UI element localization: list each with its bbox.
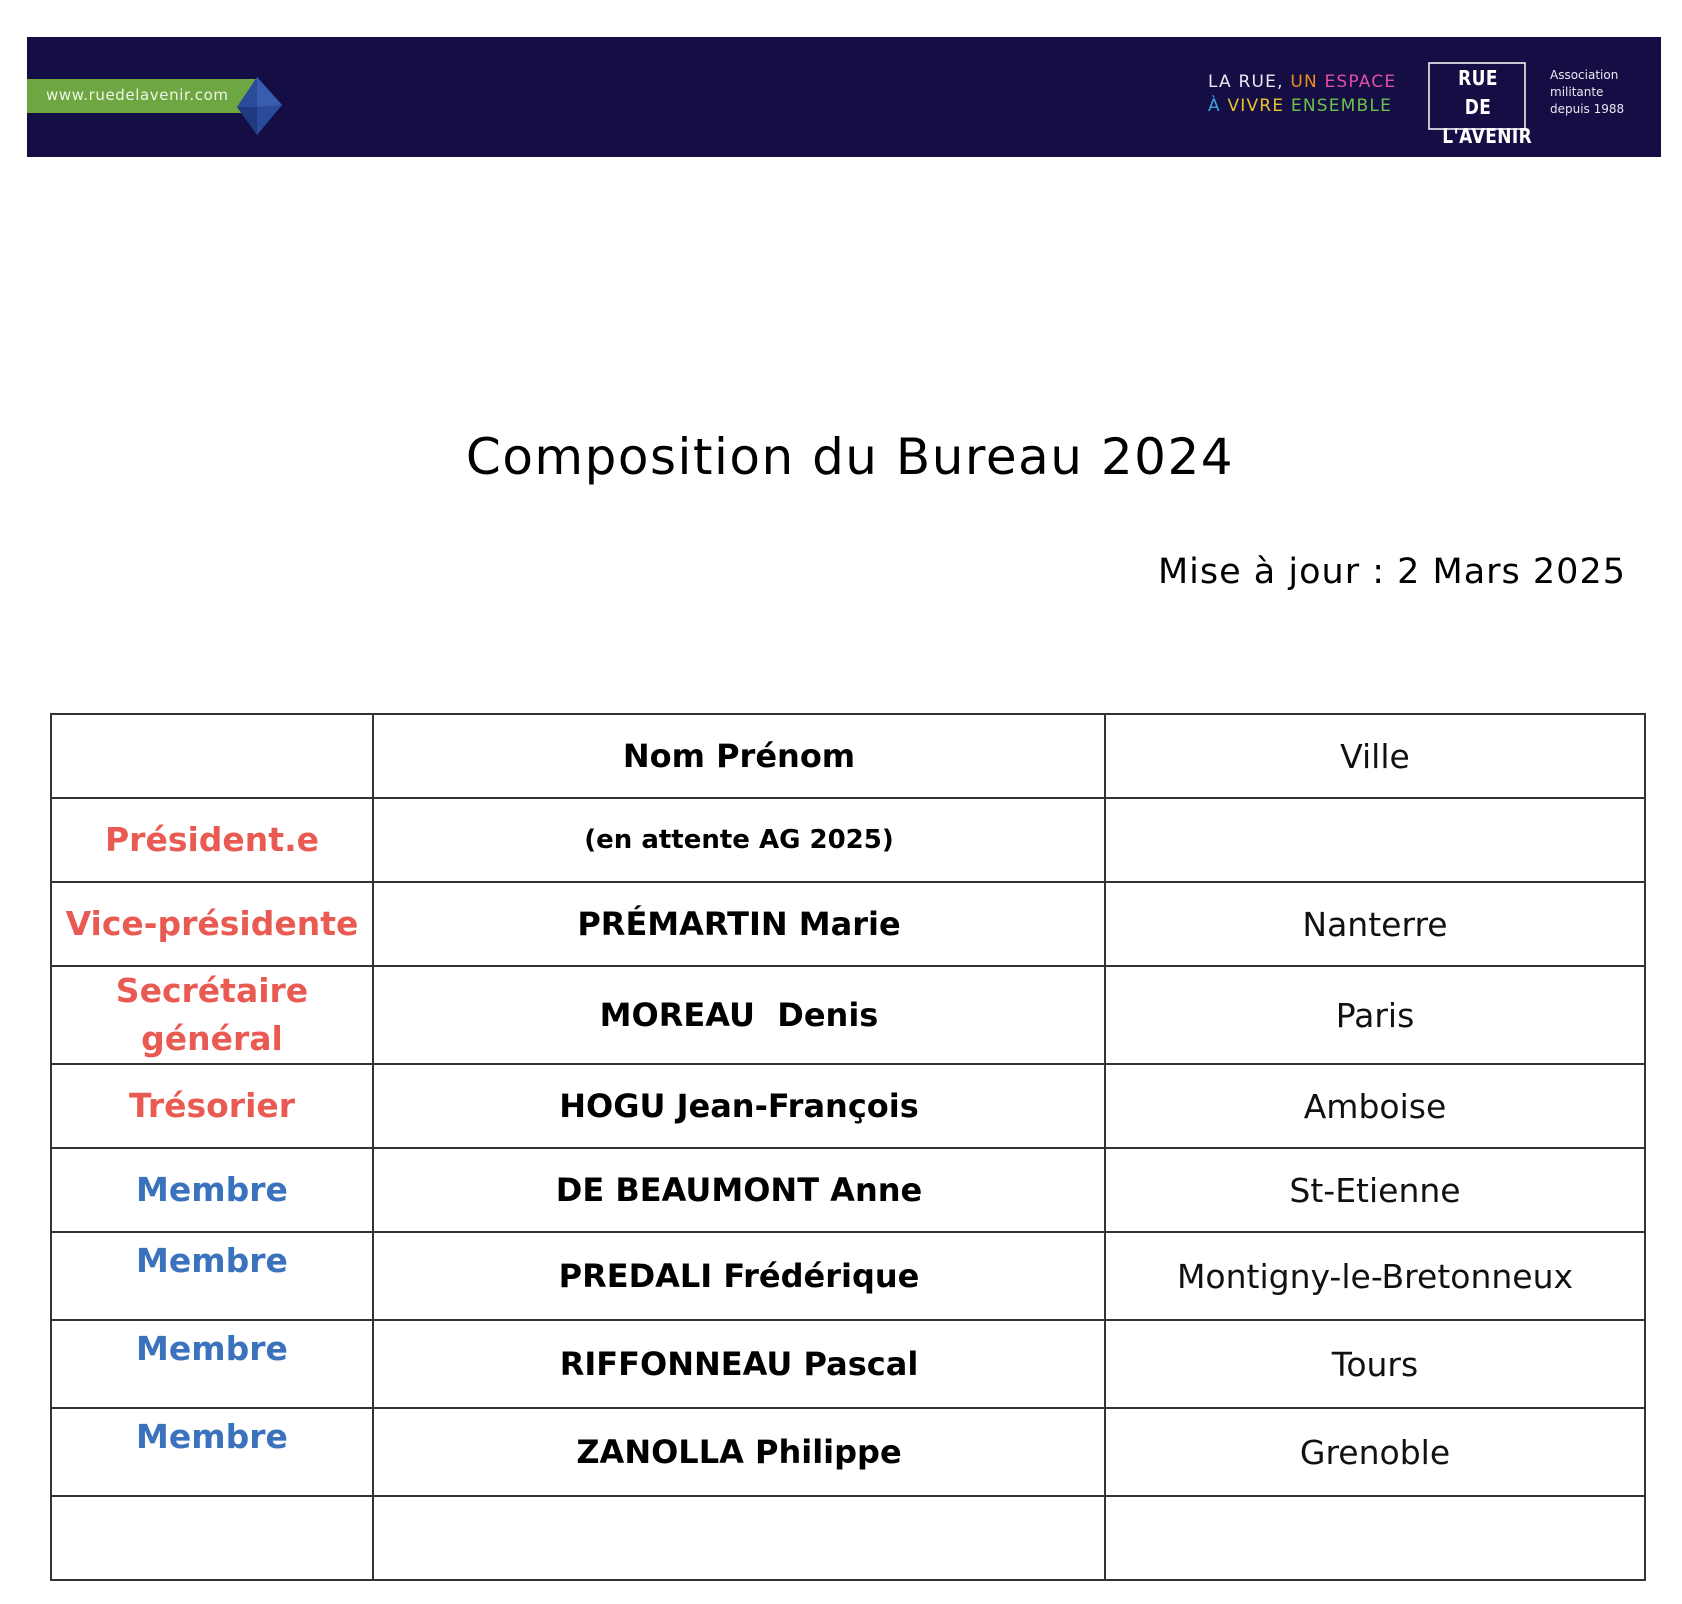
- role-cell: Membre: [51, 1148, 373, 1232]
- slogan-part: À: [1208, 96, 1228, 116]
- role-cell: Trésorier: [51, 1064, 373, 1148]
- table-row: [51, 1320, 1645, 1408]
- association-line: militante: [1550, 85, 1604, 99]
- update-date: Mise à jour : 2 Mars 2025: [1157, 552, 1626, 592]
- slogan-part: ESPACE: [1324, 72, 1397, 92]
- role-cell: Membre: [51, 1232, 373, 1320]
- name-cell: RIFFONNEAU Pascal: [373, 1320, 1105, 1408]
- role-line: Secrétaire: [115, 971, 309, 1010]
- city-cell: Paris: [1105, 966, 1645, 1064]
- name-cell: PRÉMARTIN Marie: [373, 882, 1105, 966]
- name-cell: HOGU Jean-François: [373, 1064, 1105, 1148]
- table-row: [51, 882, 1645, 966]
- header-banner: [27, 37, 1661, 157]
- table-row: [51, 1408, 1645, 1496]
- city-cell: [1105, 798, 1645, 882]
- association-line: Association: [1550, 68, 1619, 82]
- role-cell: [51, 966, 373, 1064]
- association-note: [1550, 67, 1624, 118]
- logo-line: L'AVENIR: [1442, 124, 1533, 148]
- header-role: [51, 714, 373, 798]
- city-cell: St-Etienne: [1105, 1148, 1645, 1232]
- role-cell: Membre: [51, 1408, 373, 1496]
- logo: [1442, 64, 1533, 151]
- gem-icon: [217, 77, 297, 137]
- name-cell: [373, 1496, 1105, 1580]
- table-row: [51, 1232, 1645, 1320]
- slogan: [1208, 70, 1396, 118]
- table-row: [51, 1064, 1645, 1148]
- city-cell: Amboise: [1105, 1064, 1645, 1148]
- table-header-row: [51, 714, 1645, 798]
- role-cell: Président.e: [51, 798, 373, 882]
- slogan-part: VIVRE: [1227, 96, 1291, 116]
- association-line: depuis 1988: [1550, 102, 1625, 116]
- role-cell: [51, 1496, 373, 1580]
- slogan-part: LA RUE,: [1208, 72, 1291, 92]
- city-cell: Tours: [1105, 1320, 1645, 1408]
- city-cell: Grenoble: [1105, 1408, 1645, 1496]
- slogan-part: UN: [1290, 72, 1325, 92]
- logo-line: RUE DE: [1458, 66, 1498, 119]
- role-cell: Membre: [51, 1320, 373, 1408]
- city-cell: Montigny-le-Bretonneux: [1105, 1232, 1645, 1320]
- name-cell: (en attente AG 2025): [373, 798, 1105, 882]
- city-cell: [1105, 1496, 1645, 1580]
- role-line: général: [141, 1019, 283, 1058]
- role-cell: Vice-présidente: [51, 882, 373, 966]
- header-city: Ville: [1105, 714, 1645, 798]
- name-text: MOREAU Denis: [599, 996, 879, 1034]
- city-cell: Nanterre: [1105, 882, 1645, 966]
- website-url[interactable]: www.ruedelavenir.com: [46, 86, 229, 104]
- slogan-part: ENSEMBLE: [1290, 96, 1393, 116]
- header-name: Nom Prénom: [373, 714, 1105, 798]
- board-table: [50, 713, 1646, 1581]
- name-cell: PREDALI Frédérique: [373, 1232, 1105, 1320]
- name-cell: [373, 966, 1105, 1064]
- table-row: [51, 1148, 1645, 1232]
- table-row: [51, 1496, 1645, 1580]
- table-row: [51, 966, 1645, 1064]
- name-cell: ZANOLLA Philippe: [373, 1408, 1105, 1496]
- table-row: [51, 798, 1645, 882]
- page-title: Composition du Bureau 2024: [465, 428, 1235, 486]
- name-cell: DE BEAUMONT Anne: [373, 1148, 1105, 1232]
